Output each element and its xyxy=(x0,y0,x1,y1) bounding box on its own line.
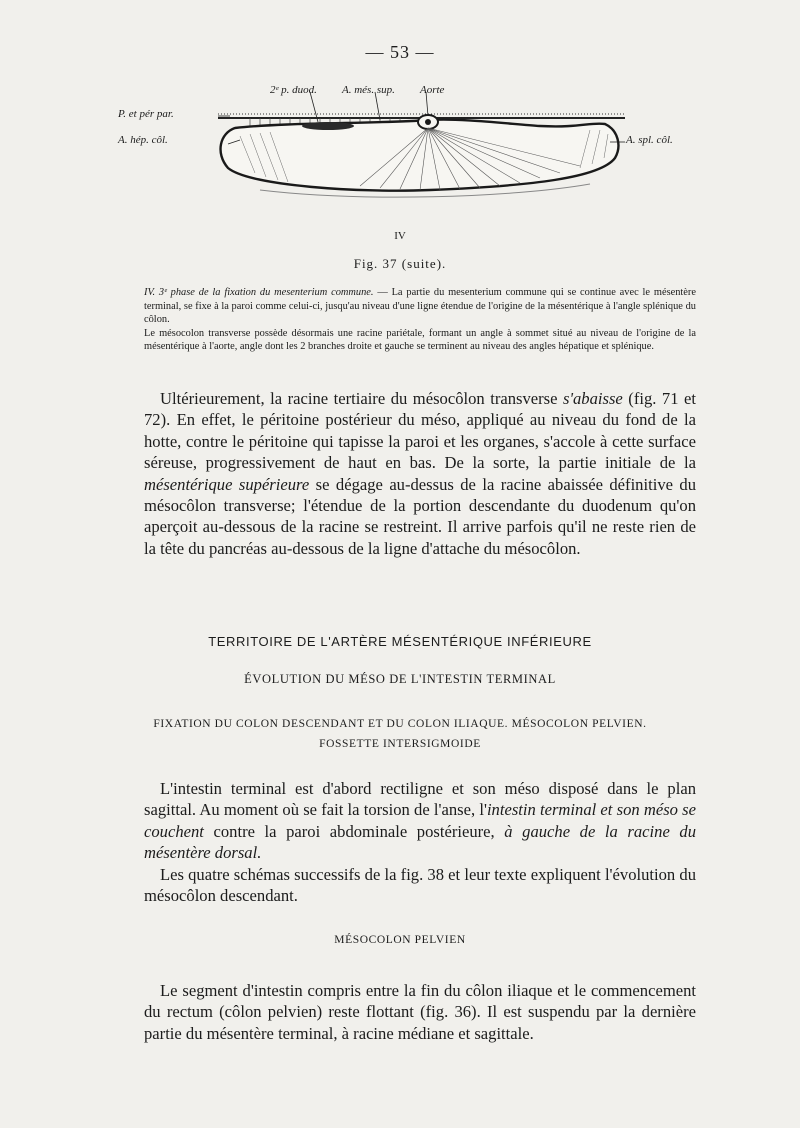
page-number: — 53 — xyxy=(365,42,435,62)
mesocolon-illustration xyxy=(110,78,700,238)
label-parietal-peritoneum: P. et pér par. xyxy=(118,108,174,120)
label-aorta: Aorte xyxy=(420,84,445,96)
figure-legend xyxy=(144,286,696,354)
para3-text: Le segment d'intestin compris entre la fin du côlon iliaque et le commencement du rectum (côlon pelvien) reste flottant (fig. 36). Il est suspendu par la dernière partie du mésentère terminal, à racine médiane et sagittale. xyxy=(144,981,696,1043)
label-mesenteric-artery: A. més. sup. xyxy=(342,84,395,96)
para2-text-b: contre la paroi abdominale postérieure, xyxy=(203,821,505,841)
subsection-heading: ÉVOLUTION DU MÉSO DE L'INTESTIN TERMINAL xyxy=(244,672,556,686)
topic-subheading: FOSSETTE INTERSIGMOIDE xyxy=(319,738,481,750)
para1-text-c: se dégage au-dessus de la racine abaissée définitive du mésocôlon transverse; l'étendue de la portion descendante du duodenum qu'on aperçoit au-dessous de la racine se restreint. Il arrive parfois qu'il ne reste rien de la tête du pancréas au-dessous de la ligne d'attache du mésocôlon. xyxy=(144,474,696,558)
legend-paragraph-1 xyxy=(144,286,696,327)
label-hepatic-colic: A. hép. côl. xyxy=(118,134,168,146)
paragraph-1 xyxy=(144,388,696,559)
pelvic-mesocolon-heading: MÉSOCOLON PELVIEN xyxy=(334,934,466,946)
paragraph-2 xyxy=(144,778,696,906)
para1-text-b: (fig. 71 et 72). En effet, le péritoine postérieur du méso, appliqué au niveau du fond de la hotte, contre le péritoine qui tapisse la paroi et les organes, s'accole à cette surface séreuse, progressivement de haut en bas. De la sorte, la partie initiale de la xyxy=(144,389,696,473)
para2-text-a: L'intestin terminal est d'abord rectiligne et son méso disposé dans le plan sagittal. Au moment où se fait la torsion de l'anse, l' xyxy=(144,779,696,820)
legend-text: — La partie du mesenterium commune qui se continue avec le mésentère terminal, se fixe à la paroi comme celui-ci, jusqu'au niveau d'une ligne étendue de l'origine de la mésentérique à l'angle splénique du côlon. xyxy=(144,287,696,326)
figure-roman-numeral: IV xyxy=(394,230,406,242)
label-splenic-colic: A. spl. côl. xyxy=(626,134,673,146)
para1-italic-b: mésentérique supérieure xyxy=(144,474,310,494)
figure-caption: Fig. 37 (suite). xyxy=(353,256,447,271)
paragraph-3 xyxy=(144,980,696,1044)
anatomical-figure xyxy=(110,78,700,238)
legend-paragraph-2: Le mésocolon transverse possède désormais une racine pariétale, formant un angle à sommet situé au niveau de l'origine de la mésentérique à l'aorte, angle dont les 2 branches droite et gauche se terminent au niveau des angles hépatique et splénique. xyxy=(144,327,696,353)
section-heading: TERRITOIRE DE L'ARTÈRE MÉSENTÉRIQUE INFÉRIEURE xyxy=(208,634,592,649)
label-duodenum: 2ᵉ p. duod. xyxy=(270,84,317,96)
para2-italic-a: intestin terminal et son méso se couchent xyxy=(144,800,696,841)
para1-italic-a: s'abaisse xyxy=(563,389,623,408)
legend-lead: IV. 3ᵉ phase de la fixation du mesenterium commune. xyxy=(144,287,374,298)
topic-heading: FIXATION DU COLON DESCENDANT ET DU COLON ILIAQUE. MÉSOCOLON PELVIEN. xyxy=(153,718,647,730)
para2-continuation: Les quatre schémas successifs de la fig. 38 et leur texte expliquent l'évolution du mésocôlon descendant. xyxy=(144,864,696,906)
para1-text-a: Ultérieurement, la racine tertiaire du mésocôlon transverse xyxy=(160,389,563,408)
para2-italic-b: à gauche de la racine du mésentère dorsal. xyxy=(144,821,696,863)
